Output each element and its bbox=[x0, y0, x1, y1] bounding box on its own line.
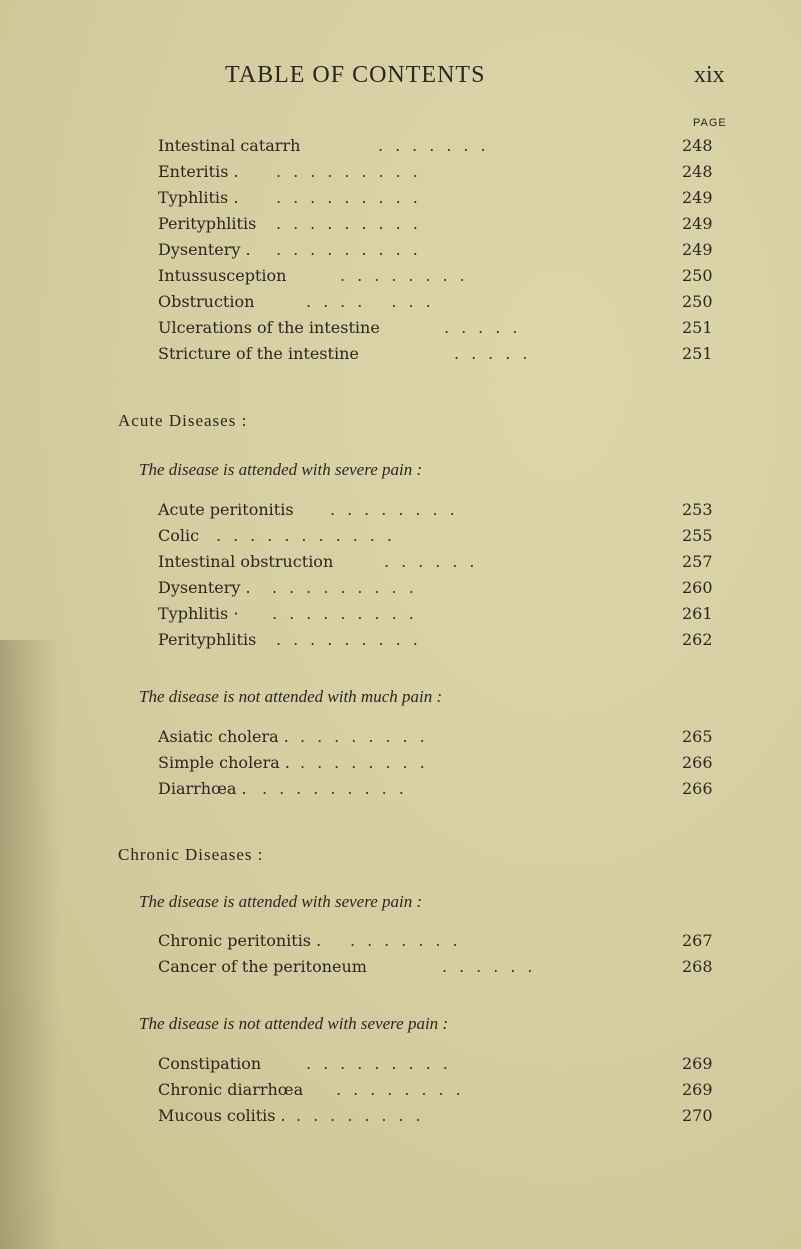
toc-entry-page: 250 bbox=[682, 266, 713, 285]
toc-entry-page: 248 bbox=[682, 136, 713, 155]
toc-entry-page: 266 bbox=[682, 779, 713, 798]
toc-entry bbox=[158, 1077, 718, 1103]
page-column-label: PAGE bbox=[693, 117, 727, 129]
leader-dots: ........ bbox=[330, 500, 467, 519]
toc-entry-label: Typhlitis · bbox=[158, 604, 239, 623]
leader-dots: ..... bbox=[454, 344, 540, 363]
leader-dots: ........ bbox=[336, 1080, 473, 1099]
toc-entry-page: 249 bbox=[682, 188, 713, 207]
toc-entry-label: Chronic peritonitis . bbox=[158, 931, 322, 950]
toc-entry bbox=[158, 211, 718, 237]
toc-entry-label: Colic bbox=[158, 526, 200, 545]
page-edge-shadow bbox=[0, 640, 60, 1249]
toc-entry-page: 251 bbox=[682, 344, 713, 363]
toc-entry bbox=[158, 954, 718, 980]
leader-dots: ......... bbox=[276, 630, 430, 649]
toc-entry-label: Simple cholera . bbox=[158, 753, 291, 772]
toc-entry-label: Diarrhœa . bbox=[158, 779, 247, 798]
toc-entry-label: Mucous colitis . bbox=[158, 1106, 286, 1125]
toc-entry bbox=[158, 750, 718, 776]
toc-entry bbox=[158, 627, 718, 653]
toc-entry-label: Stricture of the intestine bbox=[158, 344, 359, 363]
toc-entry-label: Intestinal obstruction bbox=[158, 552, 334, 571]
toc-entry-label: Intestinal catarrh bbox=[158, 136, 301, 155]
toc-entry-label: Ulcerations of the intestine bbox=[158, 318, 380, 337]
leader-dots: ......... bbox=[276, 188, 430, 207]
toc-entry-label: Dysentery . bbox=[158, 578, 251, 597]
toc-entry-page: 265 bbox=[682, 727, 713, 746]
toc-entry bbox=[158, 724, 718, 750]
toc-entry bbox=[158, 263, 718, 289]
toc-entry bbox=[158, 315, 718, 341]
toc-entry-label: Dysentery . bbox=[158, 240, 251, 259]
toc-entry bbox=[158, 289, 718, 315]
toc-entry bbox=[158, 497, 718, 523]
toc-entry-page: 262 bbox=[682, 630, 713, 649]
toc-entry-label: Intussusception bbox=[158, 266, 287, 285]
toc-entry bbox=[158, 575, 718, 601]
toc-entry bbox=[158, 549, 718, 575]
toc-entry bbox=[158, 601, 718, 627]
toc-entry bbox=[158, 776, 718, 802]
toc-entry-page: 260 bbox=[682, 578, 713, 597]
toc-entry-page: 270 bbox=[682, 1106, 713, 1125]
leader-dots: ...... bbox=[442, 957, 545, 976]
toc-entry-page: 250 bbox=[682, 292, 713, 311]
group-subheading: The disease is attended with severe pain : bbox=[139, 892, 423, 911]
toc-entry-label: Constipation bbox=[158, 1054, 262, 1073]
leader-dots: ......... bbox=[276, 240, 430, 259]
running-header bbox=[0, 62, 801, 92]
leader-dots: ......... bbox=[276, 162, 430, 181]
group-subheading: The disease is not attended with much pain : bbox=[139, 687, 443, 706]
toc-entry-page: 249 bbox=[682, 214, 713, 233]
section-heading-chronic: Chronic Diseases : bbox=[118, 845, 264, 864]
toc-entry-page: 269 bbox=[682, 1080, 713, 1099]
leader-dots: ......... bbox=[276, 214, 430, 233]
leader-dots: ......... bbox=[272, 578, 426, 597]
leader-dots: ........ bbox=[300, 727, 437, 746]
toc-entry bbox=[158, 185, 718, 211]
toc-entry-label: Cancer of the peritoneum bbox=[158, 957, 367, 976]
group-subheading: The disease is attended with severe pain : bbox=[139, 460, 423, 479]
section-heading-acute: Acute Diseases : bbox=[118, 411, 248, 430]
toc-entry-label: Chronic diarrhœa bbox=[158, 1080, 304, 1099]
toc-entry-page: 267 bbox=[682, 931, 713, 950]
group-subheading: The disease is not attended with severe pain : bbox=[139, 1014, 449, 1033]
leader-dots: ......... bbox=[306, 1054, 460, 1073]
leader-dots: ..... bbox=[444, 318, 530, 337]
toc-entry-label: Enteritis . bbox=[158, 162, 239, 181]
toc-entry-label: Acute peritonitis bbox=[158, 500, 294, 519]
leader-dots: ....... bbox=[350, 931, 470, 950]
toc-entry-page: 255 bbox=[682, 526, 713, 545]
toc-entry bbox=[158, 1103, 718, 1129]
toc-entry bbox=[158, 341, 718, 367]
toc-entry-page: 248 bbox=[682, 162, 713, 181]
toc-entry bbox=[158, 523, 718, 549]
leader-dots: ........... bbox=[216, 526, 404, 545]
toc-entry-page: 268 bbox=[682, 957, 713, 976]
leader-dots: ......... bbox=[262, 779, 416, 798]
leader-dots: ........ bbox=[340, 266, 477, 285]
toc-entry-label: Perityphlitis bbox=[158, 630, 257, 649]
toc-entry-page: 266 bbox=[682, 753, 713, 772]
leader-dots: ........ bbox=[300, 753, 437, 772]
toc-entry-page: 257 bbox=[682, 552, 713, 571]
leader-dots: ....... bbox=[378, 136, 498, 155]
toc-entry bbox=[158, 133, 718, 159]
toc-entry-label: Obstruction bbox=[158, 292, 255, 311]
toc-entry-page: 253 bbox=[682, 500, 713, 519]
toc-entry-label: Perityphlitis bbox=[158, 214, 257, 233]
leader-dots: .... ... bbox=[306, 292, 443, 311]
toc-entry-page: 249 bbox=[682, 240, 713, 259]
running-header-page-number: xix bbox=[694, 62, 725, 88]
toc-entry-page: 251 bbox=[682, 318, 713, 337]
toc-entry-page: 269 bbox=[682, 1054, 713, 1073]
toc-entry-label: Asiatic cholera . bbox=[158, 727, 289, 746]
toc-entry bbox=[158, 237, 718, 263]
toc-entry-label: Typhlitis . bbox=[158, 188, 239, 207]
toc-entry bbox=[158, 159, 718, 185]
leader-dots: ...... bbox=[384, 552, 487, 571]
leader-dots: ......... bbox=[272, 604, 426, 623]
running-header-title: TABLE OF CONTENTS bbox=[225, 62, 486, 88]
toc-entry bbox=[158, 1051, 718, 1077]
leader-dots: ........ bbox=[296, 1106, 433, 1125]
toc-entry bbox=[158, 928, 718, 954]
toc-entry-page: 261 bbox=[682, 604, 713, 623]
